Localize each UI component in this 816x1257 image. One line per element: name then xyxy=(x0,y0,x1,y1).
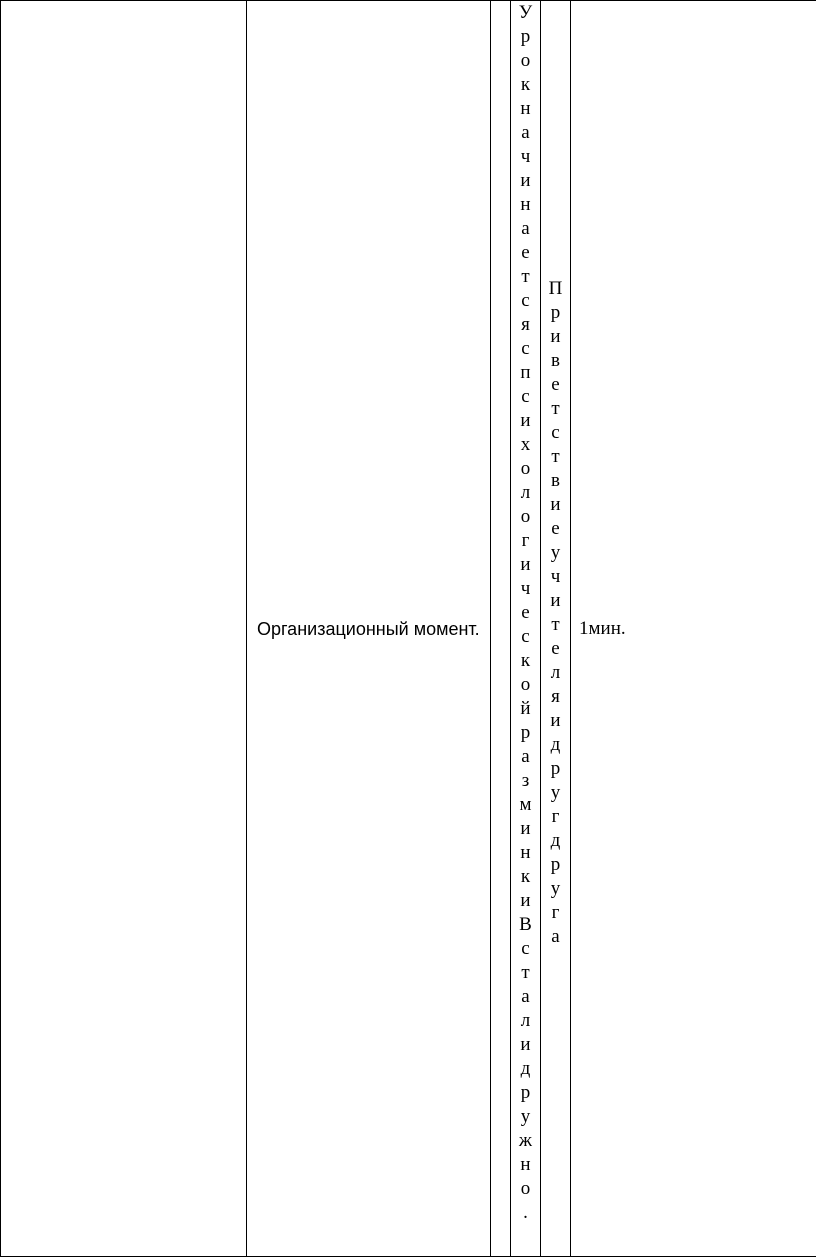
teacher-activity-letter: с xyxy=(511,289,540,313)
teacher-activity-letter: а xyxy=(511,121,540,145)
teacher-activity-letter: н xyxy=(511,1153,540,1177)
empty-cell xyxy=(1,1,247,1257)
teacher-activity-letter: п xyxy=(511,361,540,385)
teacher-activity-letter: и xyxy=(511,409,540,433)
teacher-activity-letter: н xyxy=(511,97,540,121)
teacher-activity-letter: и xyxy=(511,889,540,913)
teacher-activity-letter: и xyxy=(511,169,540,193)
teacher-activity-letter: у xyxy=(511,1105,540,1129)
pupil-activity-letter: р xyxy=(541,301,570,325)
teacher-activity-text xyxy=(511,1,540,1225)
teacher-activity-letter: и xyxy=(511,553,540,577)
teacher-activity-letter: е xyxy=(511,241,540,265)
pupil-activity-letter: л xyxy=(541,661,570,685)
pupil-activity-letter: я xyxy=(541,685,570,709)
pupil-activity-letter: г xyxy=(541,901,570,925)
teacher-activity-letter: а xyxy=(511,217,540,241)
teacher-activity-cell xyxy=(511,1,541,1257)
teacher-activity-letter: ж xyxy=(511,1129,540,1153)
pupil-activity-letter: т xyxy=(541,613,570,637)
pupil-activity-letter: и xyxy=(541,589,570,613)
pupil-activity-letter: и xyxy=(541,325,570,349)
pupil-activity-letter: д xyxy=(541,829,570,853)
pupil-activity-letter: с xyxy=(541,421,570,445)
teacher-activity-letter: н xyxy=(511,193,540,217)
teacher-activity-letter: р xyxy=(511,721,540,745)
pupil-activity-letter: т xyxy=(541,445,570,469)
pupil-activity-letter: у xyxy=(541,781,570,805)
teacher-activity-letter: л xyxy=(511,1009,540,1033)
teacher-activity-letter: . xyxy=(511,1201,540,1225)
teacher-activity-letter: р xyxy=(511,1081,540,1105)
teacher-activity-letter: к xyxy=(511,73,540,97)
teacher-activity-letter: о xyxy=(511,505,540,529)
pupil-activity-letter: е xyxy=(541,373,570,397)
pupil-activity-letter: е xyxy=(541,637,570,661)
stage-cell xyxy=(247,1,491,1257)
teacher-activity-letter: р xyxy=(511,25,540,49)
teacher-activity-letter: с xyxy=(511,625,540,649)
pupil-activity-letter: ч xyxy=(541,565,570,589)
pupil-activity-letter: д xyxy=(541,733,570,757)
pupil-activity-letter: е xyxy=(541,517,570,541)
teacher-activity-letter: с xyxy=(511,937,540,961)
pupil-activity-cell xyxy=(541,1,571,1257)
teacher-activity-letter: д xyxy=(511,1057,540,1081)
teacher-activity-letter: е xyxy=(511,601,540,625)
teacher-activity-letter: о xyxy=(511,1177,540,1201)
teacher-activity-letter: а xyxy=(511,985,540,1009)
pupil-activity-letter: в xyxy=(541,349,570,373)
teacher-activity-letter: з xyxy=(511,769,540,793)
teacher-activity-letter: а xyxy=(511,745,540,769)
teacher-activity-letter: о xyxy=(511,49,540,73)
time-text: 1мин. xyxy=(571,618,816,640)
pupil-activity-text xyxy=(541,277,570,949)
teacher-activity-letter: о xyxy=(511,673,540,697)
pupil-activity-letter: П xyxy=(541,277,570,301)
teacher-activity-letter: с xyxy=(511,385,540,409)
pupil-activity-letter: р xyxy=(541,757,570,781)
pupil-activity-letter: р xyxy=(541,853,570,877)
teacher-activity-letter: с xyxy=(511,337,540,361)
pupil-activity-letter: а xyxy=(541,925,570,949)
teacher-activity-letter: л xyxy=(511,481,540,505)
pupil-activity-letter: т xyxy=(541,397,570,421)
teacher-activity-letter: н xyxy=(511,841,540,865)
pupil-activity-letter: и xyxy=(541,493,570,517)
teacher-activity-letter: ч xyxy=(511,145,540,169)
teacher-activity-letter: й xyxy=(511,697,540,721)
teacher-activity-letter: к xyxy=(511,649,540,673)
teacher-activity-letter: У xyxy=(511,1,540,25)
teacher-activity-letter: г xyxy=(511,529,540,553)
pupil-activity-letter: у xyxy=(541,877,570,901)
teacher-activity-letter: х xyxy=(511,433,540,457)
teacher-activity-letter: В xyxy=(511,913,540,937)
teacher-activity-letter: ч xyxy=(511,577,540,601)
teacher-activity-letter: к xyxy=(511,865,540,889)
pupil-activity-letter: в xyxy=(541,469,570,493)
narrow-empty-cell xyxy=(491,1,511,1257)
pupil-activity-letter: у xyxy=(541,541,570,565)
pupil-activity-letter: и xyxy=(541,709,570,733)
teacher-activity-letter: и xyxy=(511,1033,540,1057)
teacher-activity-letter: т xyxy=(511,961,540,985)
stage-text: Организационный момент. xyxy=(247,619,490,639)
teacher-activity-letter: о xyxy=(511,457,540,481)
teacher-activity-letter: я xyxy=(511,313,540,337)
teacher-activity-letter: т xyxy=(511,265,540,289)
teacher-activity-letter: и xyxy=(511,817,540,841)
time-cell xyxy=(571,1,816,1257)
teacher-activity-letter: м xyxy=(511,793,540,817)
pupil-activity-letter: г xyxy=(541,805,570,829)
